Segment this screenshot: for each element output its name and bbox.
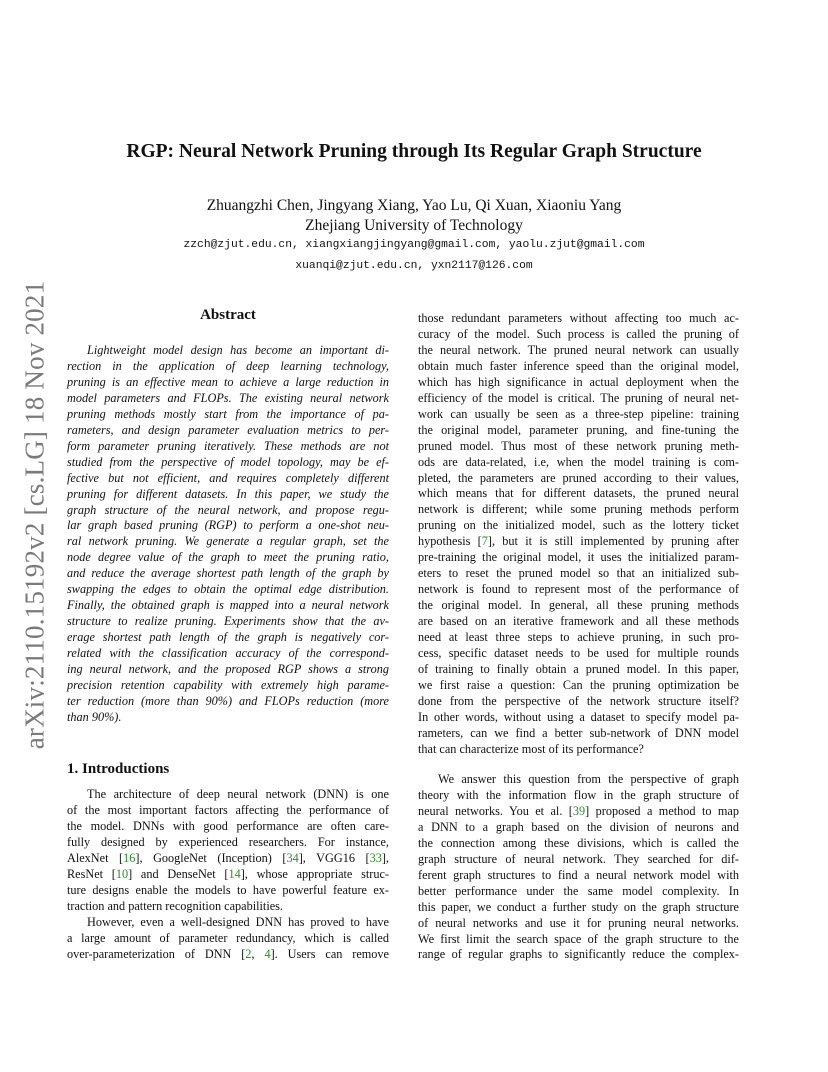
author-names: Zhuangzhi Chen, Jingyang Xiang, Yao Lu, Qi Xuan, Xiaoniu Yang: [206, 197, 622, 214]
right2-lines: [418, 820, 739, 964]
text-line: form parameter pruning iteratively. These methods are not: [67, 438, 389, 453]
abstract-body: [67, 343, 389, 726]
text-line: the neural network. The pruned neural network can usually: [418, 342, 739, 357]
citation-link[interactable]: 39: [572, 803, 586, 818]
text-line: Lightweight model design has become an important di-: [87, 343, 389, 357]
affiliation: Zhejiang University of Technology: [305, 217, 523, 234]
text-fragment: hypothesis [: [418, 534, 482, 549]
text-line: cess, specific dataset needs to be used for multiple rounds: [418, 646, 739, 661]
text-line: ing neural network, and the proposed RGP shows a strong: [67, 662, 389, 677]
emails-line-1: zzch@zjut.edu.cn, xiangxiangjingyang@gmail.com, yaolu.zjut@gmail.com: [183, 239, 645, 251]
text-line: the model. DNNs with good performance are often care-: [67, 818, 389, 833]
right-lines-a: [418, 311, 739, 534]
text-line: done from the perspective of the network structure itself?: [418, 693, 739, 708]
text-line: pleted, the parameters are pruned according to their values,: [418, 470, 739, 485]
section-heading-introductions: 1. Introductions: [67, 761, 170, 777]
text-line: erage shortest path length of the graph is negatively cor-: [67, 630, 389, 645]
email-block: [60, 235, 768, 277]
text-line: graph structure of neural network. They searched for dif-: [418, 851, 739, 866]
text-line: rameters, can we find a better sub-network of DNN model: [418, 725, 739, 740]
text-line: studied from the perspective of model topology, may be ef-: [67, 454, 389, 469]
text-line: fully designed by experienced researchers. For instance,: [67, 834, 389, 849]
text-line: network is found to represent most of the performance of: [418, 582, 739, 597]
text-line: node degree value of the graph to meet the pruning ratio,: [67, 550, 389, 565]
text-fragment: ], but it is still implemented by pruning after: [487, 534, 740, 549]
text-line: pruning on the initialized model, such as the lottery ticket: [418, 518, 739, 533]
text-line: pruning methods mostly start from the importance of pa-: [67, 406, 389, 421]
text-line: curacy of the model. Such process is called the pruning of: [418, 326, 739, 341]
text-line: swapping the edges to obtain the optimal edge distribution.: [67, 582, 389, 597]
right-column-paragraph-1: [418, 311, 739, 758]
abstract-lines: [67, 343, 389, 726]
text-line: of the most important factors affecting the performance of: [67, 802, 389, 817]
text-line: pruning for different datasets. In this paper, we study the: [67, 486, 389, 501]
text-line: [67, 947, 389, 963]
text-line: network is different; while some pruning methods perform: [418, 502, 739, 517]
citation-link[interactable]: 4: [264, 946, 271, 961]
text-line: The architecture of deep neural network (DNN) is one: [87, 787, 389, 801]
text-line: [418, 804, 739, 820]
text-fragment: over-parameterization of DNN [: [67, 946, 246, 961]
emails-line-2: xuanqi@zjut.edu.cn, yxn2117@126.com: [295, 260, 533, 272]
citation-link[interactable]: 34: [286, 850, 299, 865]
text-line: ture designs enable the models to have powerful feature ex-: [67, 882, 389, 897]
text-line: a DNN to a graph based on the division of neurons and: [418, 819, 739, 834]
text-line: ferent graph structures to find a neural network model with: [418, 867, 739, 882]
text-line: work can usually be seen as a three-step pipeline: training: [418, 406, 739, 421]
arxiv-stamp: arXiv:2110.15192v2 [cs.LG] 18 Nov 2021: [19, 280, 50, 750]
text-line: the original model, parameter pruning, and fine-tuning the: [418, 422, 739, 437]
text-line: We first limit the search space of the graph structure to the: [418, 931, 739, 946]
citation-link[interactable]: 2: [245, 946, 252, 961]
abstract-heading: Abstract: [200, 307, 256, 323]
text-line: than 90%).: [67, 709, 122, 724]
right-column-paragraph-2: [418, 772, 739, 963]
text-fragment: ResNet [: [67, 866, 116, 881]
intro-left-column: [67, 787, 389, 962]
text-line: obtain much faster inference speed than the original model,: [418, 358, 739, 373]
text-line: [67, 851, 389, 867]
arxiv-sidebar: [14, 280, 56, 750]
text-fragment: AlexNet [: [67, 850, 124, 865]
text-line: ods are data-related, i.e, when the model training is com-: [418, 454, 739, 469]
right-lines-b: [418, 550, 739, 757]
text-line: Finally, the obtained graph is mapped into a neural network: [67, 598, 389, 613]
text-fragment: ] and DenseNet [: [128, 866, 229, 881]
paper-title: RGP: Neural Network Pruning through Its Regular Graph Structure: [126, 141, 702, 162]
text-line: traction and pattern recognition capabilities.: [67, 898, 283, 913]
text-fragment: ,: [251, 946, 265, 961]
text-fragment: ], GoogleNet (Inception) [: [135, 850, 287, 865]
text-fragment: ]. Users can remove: [270, 946, 389, 961]
text-line: model parameters and FLOPs. The existing neural network: [67, 390, 389, 405]
text-line: pre-training the original model, it uses the initialized param-: [418, 550, 739, 565]
text-line: range of regular graphs to significantly reduce the complex-: [418, 947, 739, 962]
text-fragment: ] proposed a method to map: [585, 803, 739, 818]
author-block: [60, 196, 768, 236]
text-line: pruned model. Thus most of these network pruning meth-: [418, 438, 739, 453]
text-line: structure to realize pruning. Experiments show that the av-: [67, 614, 389, 629]
text-line: which means that for different datasets, the pruned neural: [418, 486, 739, 501]
citation-link[interactable]: 14: [228, 866, 241, 881]
citation-link[interactable]: 7: [481, 534, 488, 549]
text-line: theory with the information flow in the graph structure of: [418, 787, 739, 802]
text-line: [67, 867, 389, 883]
text-line: and reduce the average shortest path length of the graph by: [67, 566, 389, 581]
citation-link[interactable]: 10: [115, 866, 129, 881]
text-line: In other words, without using a dataset to specify model pa-: [418, 709, 739, 724]
text-line: We answer this question from the perspective of graph: [438, 772, 739, 786]
text-line: However, even a well-designed DNN has proved to have: [87, 914, 389, 929]
text-line: rameters, and design parameter evaluation metrics to per-: [67, 422, 389, 437]
text-line: need at least three steps to achieve pruning, in such pro-: [418, 630, 739, 645]
text-line: this paper, we conduct a further study on the graph structure: [418, 899, 739, 914]
intro-paragraph-1: [67, 787, 389, 915]
text-line: we first raise a question: Can the pruning optimization be: [418, 677, 739, 692]
text-line: that can characterize most of its performance?: [418, 741, 644, 756]
text-line: [418, 534, 739, 550]
intro-paragraph-2: [67, 915, 389, 963]
text-line: pruning is an effective mean to achieve a large reduction in: [67, 374, 389, 389]
text-line: ral network pruning. We generate a regular graph, set the: [67, 534, 389, 549]
text-line: related with the classification accuracy of the correspond-: [67, 646, 389, 661]
text-fragment: ],: [381, 850, 389, 865]
text-line: those redundant parameters without affecting too much ac-: [418, 311, 739, 325]
text-line: of training to finally obtain a pruned model. In this paper,: [418, 661, 739, 676]
text-line: which has high significance in actual deployment when the: [418, 374, 739, 389]
text-line: rection in the application of deep learning technology,: [67, 358, 389, 373]
text-line: eters to reset the pruned model so that an initialized sub-: [418, 566, 739, 581]
text-line: of neural networks and use it for pruning neural networks.: [418, 915, 739, 930]
text-line: precision retention capability with extremely high parame-: [67, 678, 389, 693]
text-line: lar graph based pruning (RGP) to perform a one-shot neu-: [67, 518, 389, 533]
text-line: a large amount of parameter redundancy, which is called: [67, 930, 389, 945]
text-line: better performance under the same model complexity. In: [418, 883, 739, 898]
text-fragment: ], whose appropriate struc-: [240, 866, 389, 881]
text-line: ter reduction (more than 90%) and FLOPs reduction (more: [67, 693, 389, 708]
citation-link[interactable]: 16: [123, 850, 136, 865]
text-line: fective but not efficient, and requires completely different: [67, 470, 389, 485]
text-line: are based on an iterative framework and all these methods: [418, 614, 739, 629]
text-line: efficiency of the model is critical. The pruning of neural net-: [418, 390, 739, 405]
text-fragment: neural networks. You et al. [: [418, 803, 573, 818]
text-line: the connection among these divisions, which is called the: [418, 835, 739, 850]
text-line: graph structure of the neural network, and propose regu-: [67, 502, 389, 517]
citation-link[interactable]: 33: [369, 850, 382, 865]
text-line: the original model. In general, all these pruning methods: [418, 598, 739, 613]
text-fragment: ], VGG16 [: [298, 850, 370, 865]
